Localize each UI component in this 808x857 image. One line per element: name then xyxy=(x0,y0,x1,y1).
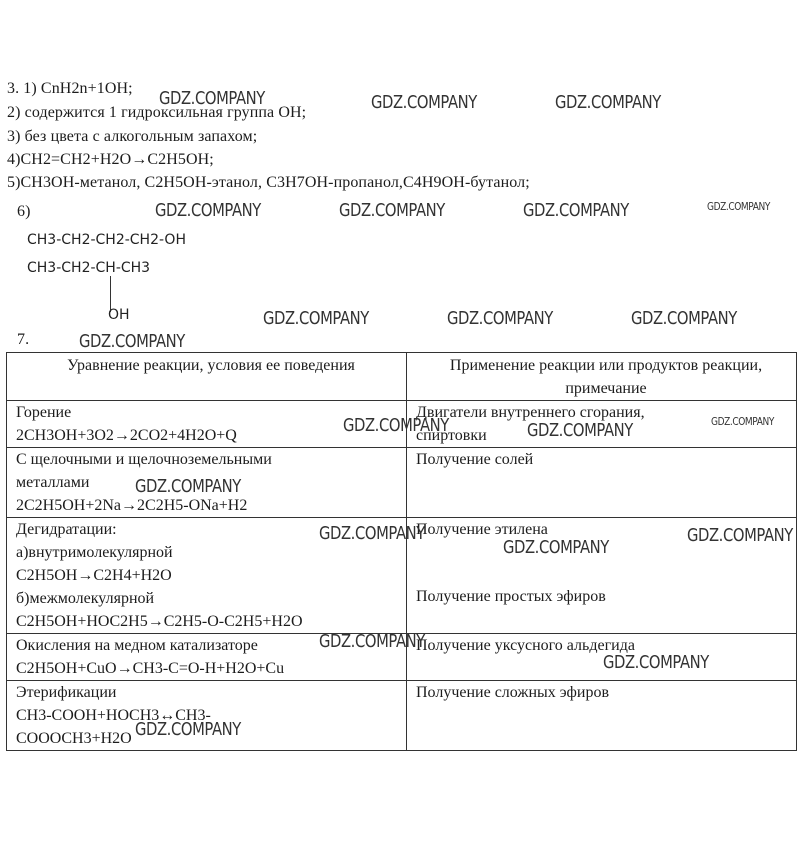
cell-line: 2CH3OH+3O2→2CO2+4H2O+Q xyxy=(16,427,237,444)
watermark: GDZ.COMPANY xyxy=(339,200,445,221)
cell-line: C2H5OH+CuO→CH3-C=O-H+H2O+Cu xyxy=(16,660,285,677)
cell-line: С щелочными и щелочноземельными xyxy=(16,451,272,468)
formula-butanol-1: CH3-CH2-CH2-CH2-OH xyxy=(27,232,186,248)
table-row xyxy=(7,448,797,518)
table-cell-application xyxy=(407,681,797,751)
watermark: GDZ.COMPANY xyxy=(523,200,629,221)
watermark: GDZ.COMPANY xyxy=(527,420,633,441)
answer-3-4: 4)CH2=CH2+H2O→C2H5OH; xyxy=(7,151,214,168)
watermark: GDZ.COMPANY xyxy=(447,308,553,329)
cell-line: Этерификации xyxy=(16,684,117,701)
watermark: GDZ.COMPANY xyxy=(155,200,261,221)
cell-line: металлами xyxy=(16,474,90,491)
watermark: GDZ.COMPANY xyxy=(159,88,265,109)
table-cell-equation xyxy=(7,681,407,751)
answer-3-5: 5)CH3OH-метанол, C2H5OH-этанол, C3H7OH-пропанол,C4H9OH-бутанол; xyxy=(7,174,530,191)
table-header-right: Применение реакции или продуктов реакции, примечание xyxy=(407,353,797,401)
table-cell-application xyxy=(407,448,797,518)
table-header-left: Уравнение реакции, условия ее поведения xyxy=(7,353,407,401)
watermark: GDZ.COMPANY xyxy=(135,719,241,740)
answer-3-3: 3) без цвета с алкогольным запахом; xyxy=(7,128,258,145)
task-7-label: 7. xyxy=(17,331,30,348)
cell-line: Дегидратации: xyxy=(16,521,117,538)
cell-line: Окисления на медном катализаторе xyxy=(16,637,258,654)
watermark: GDZ.COMPANY xyxy=(371,92,477,113)
formula-butanol-2: CH3-CH2-CH-CH3 xyxy=(27,260,151,276)
watermark: GDZ.COMPANY xyxy=(707,200,770,213)
cell-line: C2H5OH+HOC2H5→C2H5-O-C2H5+H2O xyxy=(16,613,303,630)
table-cell-application xyxy=(407,634,797,681)
cell-line: б)межмолекулярной xyxy=(16,590,155,607)
answer-3-6-label: 6) xyxy=(17,203,31,220)
watermark: GDZ.COMPANY xyxy=(135,476,241,497)
watermark: GDZ.COMPANY xyxy=(319,631,425,652)
cell-line: Получение этилена xyxy=(416,521,548,538)
cell-line: CH3-COOH+HOCH3↔CH3- xyxy=(16,707,211,724)
cell-line: Получение простых эфиров xyxy=(416,588,606,605)
cell-line: а)внутримолекулярной xyxy=(16,544,173,561)
watermark: GDZ.COMPANY xyxy=(263,308,369,329)
watermark: GDZ.COMPANY xyxy=(711,415,774,428)
answer-3-1: 3. 1) CnH2n+1OH; xyxy=(7,80,133,97)
cell-line: Горение xyxy=(16,404,72,421)
reaction-table xyxy=(6,352,797,751)
watermark: GDZ.COMPANY xyxy=(79,331,185,352)
formula-oh-group: OH xyxy=(108,307,130,323)
cell-line: Двигатели внутреннего сгорания, xyxy=(416,404,645,421)
cell-line: спиртовки xyxy=(416,427,487,444)
table-row xyxy=(7,681,797,751)
watermark: GDZ.COMPANY xyxy=(555,92,661,113)
cell-spacer xyxy=(416,563,796,585)
cell-line: Получение солей xyxy=(416,451,534,468)
watermark: GDZ.COMPANY xyxy=(603,652,709,673)
answer-3-2: 2) содержится 1 гидроксильная группа OH; xyxy=(7,104,307,121)
cell-line: COOOCH3+H2O xyxy=(16,730,132,747)
watermark: GDZ.COMPANY xyxy=(503,537,609,558)
watermark: GDZ.COMPANY xyxy=(319,523,425,544)
cell-line: C2H5OH→C2H4+H2O xyxy=(16,567,172,584)
table-header-row xyxy=(7,353,797,401)
cell-line: 2C2H5OH+2Na→2C2H5-ONa+H2 xyxy=(16,497,248,514)
cell-line: Получение уксусного альдегида xyxy=(416,637,635,654)
watermark: GDZ.COMPANY xyxy=(343,415,449,436)
watermark: GDZ.COMPANY xyxy=(631,308,737,329)
watermark: GDZ.COMPANY xyxy=(687,525,793,546)
cell-line: Получение сложных эфиров xyxy=(416,684,610,701)
